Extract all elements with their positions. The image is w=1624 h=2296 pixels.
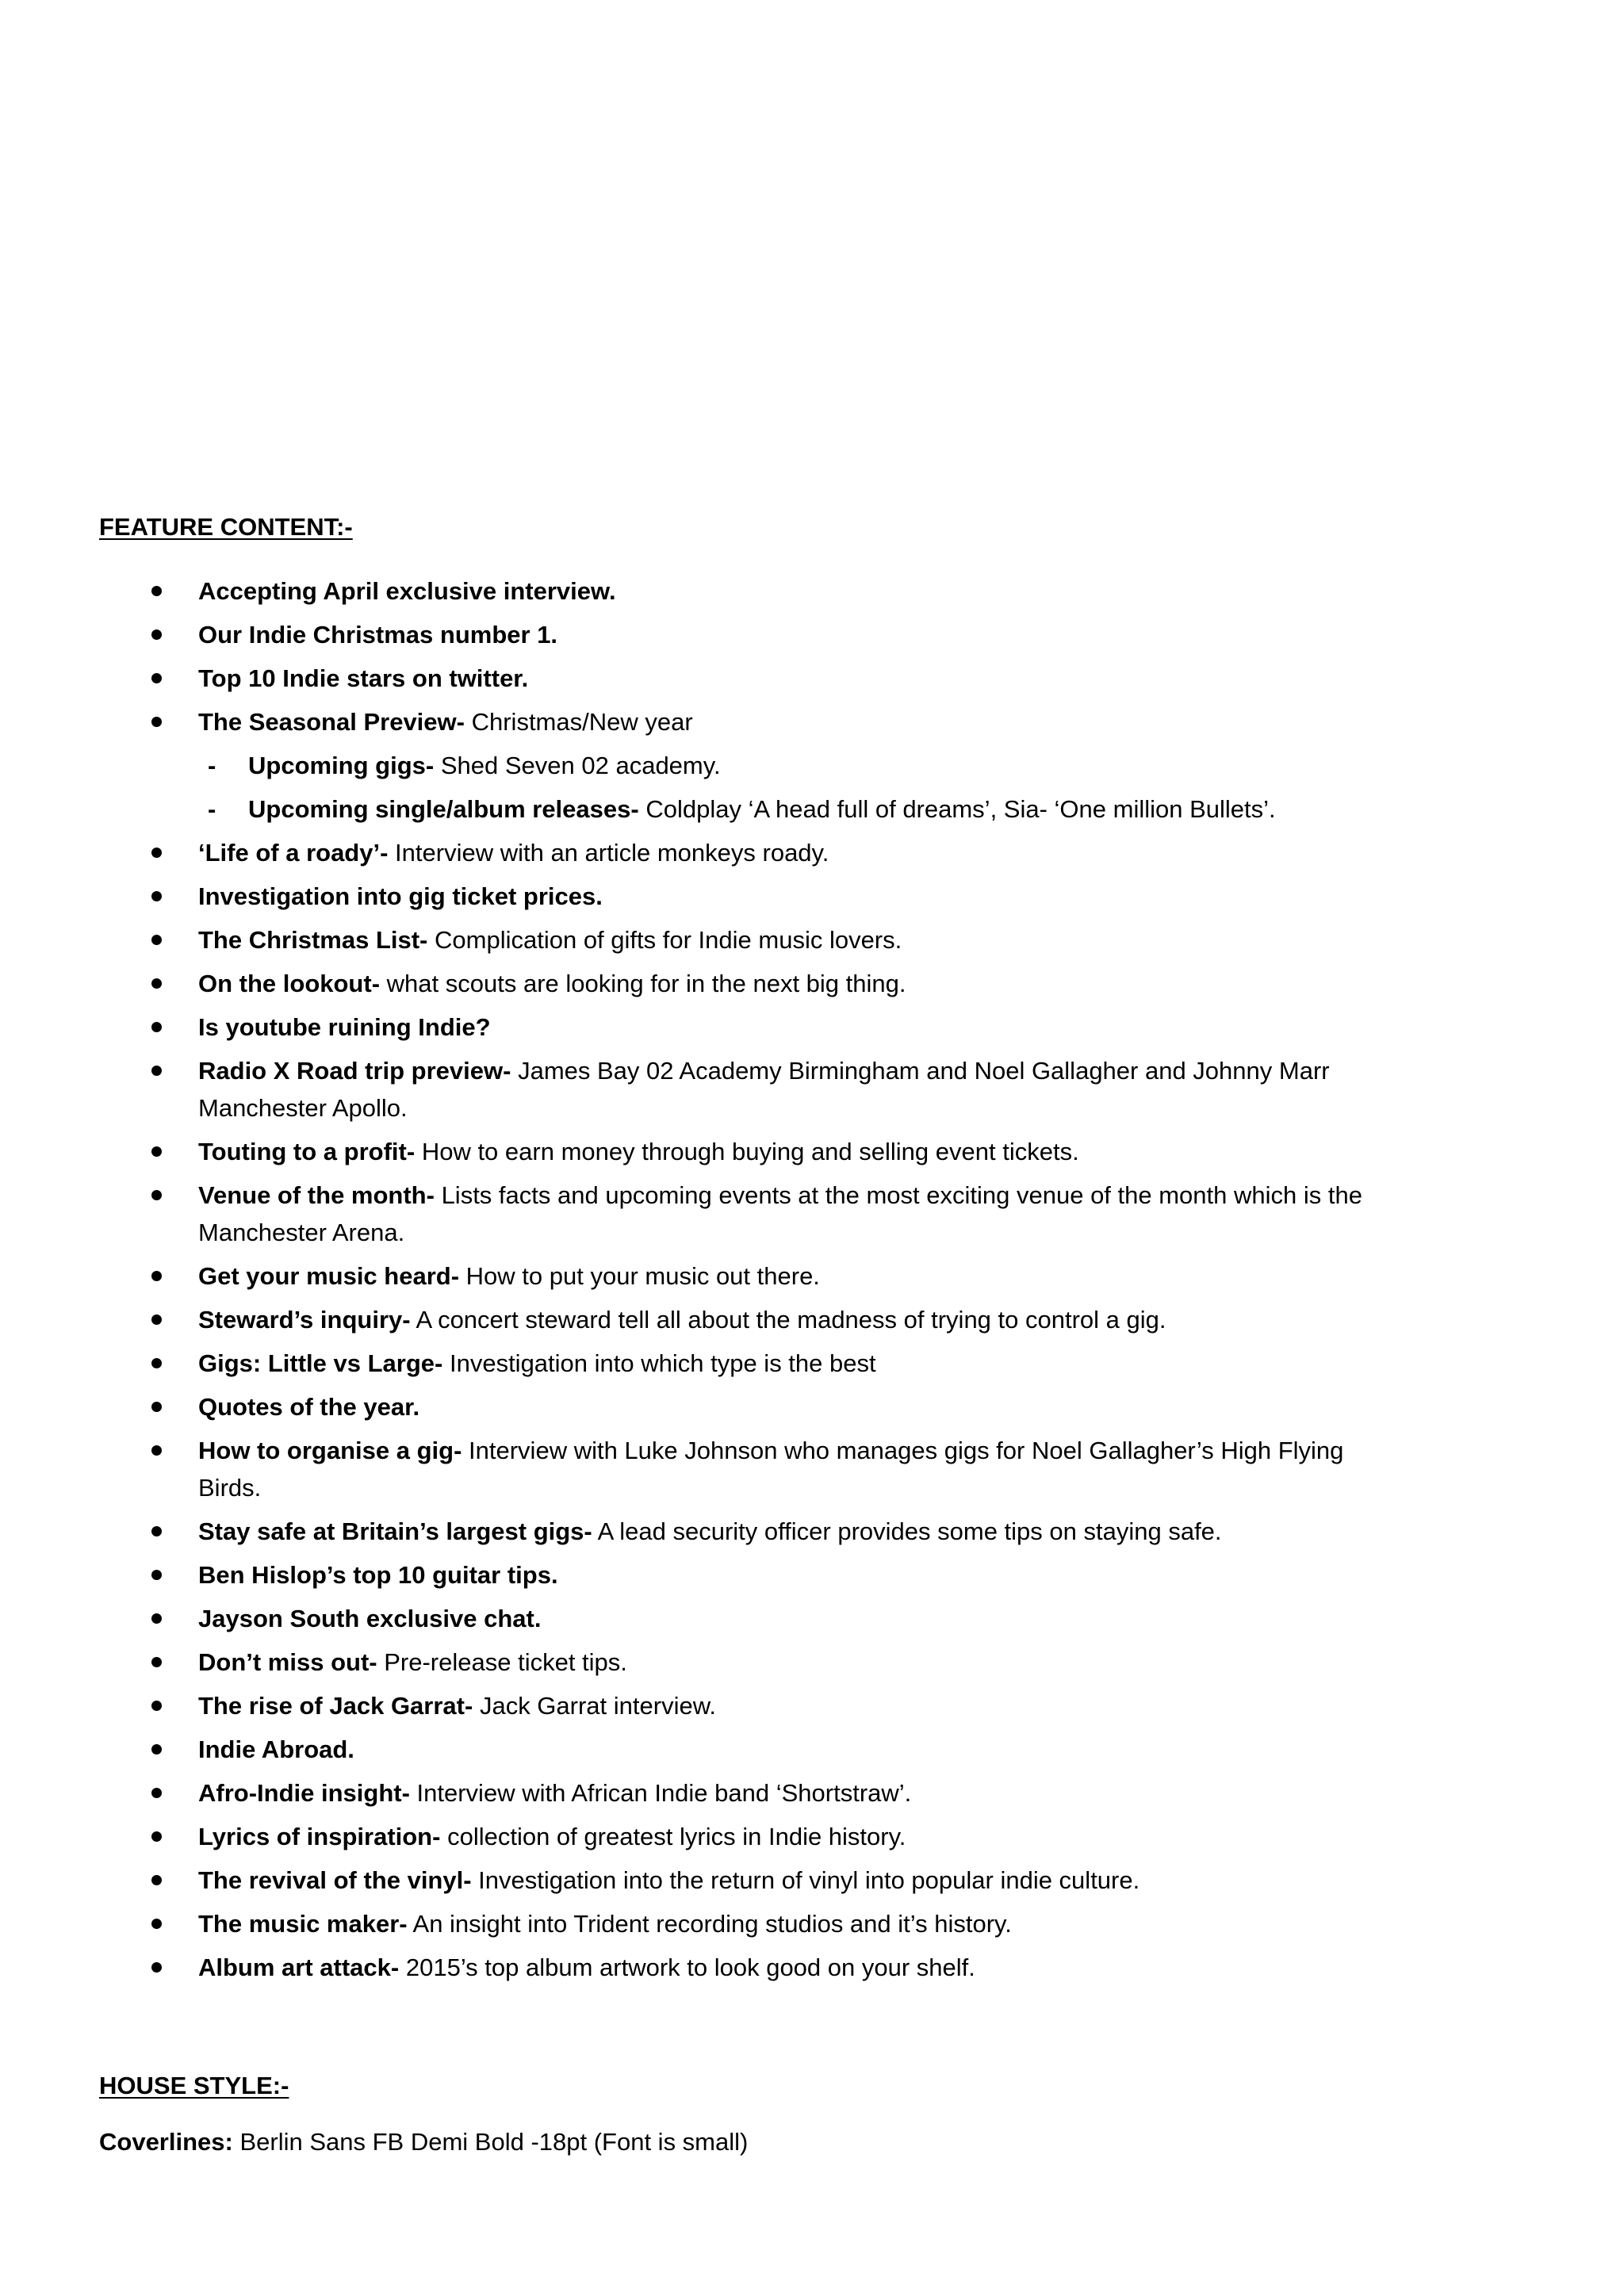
item-line-continued xyxy=(198,1214,1624,1251)
item-description-continued: Birds. xyxy=(198,1474,262,1502)
bullet-dot xyxy=(151,1402,162,1412)
item-line xyxy=(198,1388,1624,1425)
item-description: 2015’s top album artwork to look good on your shelf. xyxy=(405,1954,975,1981)
item-description: Complication of gifts for Indie music lovers. xyxy=(435,926,902,954)
item-title: Ben Hislop’s top 10 guitar tips. xyxy=(198,1561,558,1589)
feature-item xyxy=(0,921,1624,959)
feature-item xyxy=(0,1556,1624,1594)
bullet-dot xyxy=(151,1066,162,1076)
bullet-dot xyxy=(151,1788,162,1798)
item-line xyxy=(198,1432,1624,1469)
item-line xyxy=(198,703,1624,740)
item-description: Interview with African Indie band ‘Shortstraw’. xyxy=(416,1779,912,1807)
item-line xyxy=(198,1818,1624,1855)
item-line xyxy=(198,660,1624,697)
item-title: Is youtube ruining Indie? xyxy=(198,1013,491,1041)
item-description: A concert steward tell all about the madness of trying to control a gig. xyxy=(416,1306,1166,1334)
feature-item xyxy=(0,1687,1624,1724)
item-title: Jayson South exclusive chat. xyxy=(198,1605,542,1632)
feature-content-heading: FEATURE CONTENT:- xyxy=(99,513,353,541)
item-title: Radio X Road trip preview- xyxy=(198,1057,511,1085)
bullet-dot xyxy=(151,1570,162,1580)
item-title: Stay safe at Britain’s largest gigs- xyxy=(198,1517,592,1545)
feature-item xyxy=(0,1513,1624,1550)
item-description: Interview with an article monkeys roady. xyxy=(395,839,829,867)
feature-item xyxy=(0,1818,1624,1855)
item-title: Venue of the month- xyxy=(198,1181,435,1209)
dash-marker: - xyxy=(208,795,216,823)
item-description-continued: Manchester Arena. xyxy=(198,1219,405,1246)
item-line xyxy=(198,1600,1624,1637)
bullet-dot xyxy=(151,1831,162,1842)
item-description: An insight into Trident recording studios and it’s history. xyxy=(412,1910,1012,1938)
bullet-dot xyxy=(151,1875,162,1885)
item-line-continued xyxy=(198,1089,1624,1127)
feature-item xyxy=(0,834,1624,871)
item-title: Investigation into gig ticket prices. xyxy=(198,882,603,910)
bullet-dot xyxy=(151,1526,162,1536)
feature-item xyxy=(0,1301,1624,1338)
item-line xyxy=(198,1052,1624,1089)
bullet-dot xyxy=(151,1657,162,1667)
bullet-dot xyxy=(151,1146,162,1157)
item-description-continued: Manchester Apollo. xyxy=(198,1094,408,1122)
item-description: collection of greatest lyrics in Indie history. xyxy=(447,1823,906,1850)
item-line xyxy=(198,1687,1624,1724)
bullet-dot xyxy=(151,848,162,858)
bullet-dot xyxy=(151,673,162,683)
item-title: Our Indie Christmas number 1. xyxy=(198,621,558,649)
feature-item xyxy=(0,1052,1624,1127)
item-title: Accepting April exclusive interview. xyxy=(198,577,616,605)
item-title: Steward’s inquiry- xyxy=(198,1306,411,1334)
item-line xyxy=(198,1257,1624,1295)
item-line xyxy=(198,1008,1624,1046)
item-title: The revival of the vinyl- xyxy=(198,1866,472,1894)
item-description: Coldplay ‘A head full of dreams’, Sia- ‘One million Bullets’. xyxy=(645,795,1276,823)
feature-item xyxy=(0,878,1624,915)
item-description: A lead security officer provides some tips on staying safe. xyxy=(597,1517,1222,1545)
bullet-dot xyxy=(151,1613,162,1624)
item-line xyxy=(198,616,1624,653)
item-description: Pre-release ticket tips. xyxy=(384,1648,627,1676)
feature-item xyxy=(0,1345,1624,1382)
item-title: Upcoming gigs- xyxy=(248,752,435,779)
item-line xyxy=(198,1345,1624,1382)
item-title: The Seasonal Preview- xyxy=(198,708,465,736)
bullet-dot xyxy=(151,629,162,640)
item-title: Lyrics of inspiration- xyxy=(198,1823,441,1850)
item-title: Don’t miss out- xyxy=(198,1648,377,1676)
item-title: Upcoming single/album releases- xyxy=(248,795,639,823)
item-line xyxy=(198,1862,1624,1899)
item-line xyxy=(248,747,1624,784)
item-title: The Christmas List- xyxy=(198,926,428,954)
bullet-dot xyxy=(151,1314,162,1325)
item-title: The rise of Jack Garrat- xyxy=(198,1692,473,1720)
bullet-dot xyxy=(151,1962,162,1973)
item-line xyxy=(198,1731,1624,1768)
item-line xyxy=(198,1133,1624,1170)
item-line xyxy=(198,1177,1624,1214)
sub-list xyxy=(198,747,1624,828)
feature-item xyxy=(0,965,1624,1002)
feature-item xyxy=(0,1600,1624,1637)
item-line xyxy=(198,1644,1624,1681)
sub-item xyxy=(198,747,1624,784)
item-description: Lists facts and upcoming events at the most exciting venue of the month which is the xyxy=(441,1181,1362,1209)
item-line xyxy=(198,572,1624,610)
bullet-dot xyxy=(151,1744,162,1755)
feature-item xyxy=(0,616,1624,653)
bullet-dot xyxy=(151,1271,162,1281)
item-title: ‘Life of a roady’- xyxy=(198,839,389,867)
bullet-dot xyxy=(151,1190,162,1200)
item-title: On the lookout- xyxy=(198,970,381,997)
item-line xyxy=(198,921,1624,959)
bullet-dot xyxy=(151,935,162,945)
house-style-heading: HOUSE STYLE:- xyxy=(99,2072,289,2099)
item-description: Investigation into the return of vinyl into popular indie culture. xyxy=(478,1866,1140,1894)
feature-item xyxy=(0,572,1624,610)
item-title: Quotes of the year. xyxy=(198,1393,420,1421)
item-description: what scouts are looking for in the next big thing. xyxy=(386,970,906,997)
item-line xyxy=(198,965,1624,1002)
item-description: How to put your music out there. xyxy=(465,1262,820,1290)
bullet-dot xyxy=(151,1358,162,1368)
item-line xyxy=(198,1556,1624,1594)
bullet-dot xyxy=(151,1445,162,1456)
item-line xyxy=(248,790,1624,828)
bullet-dot xyxy=(151,891,162,901)
bullet-dot xyxy=(151,717,162,727)
item-title: Indie Abroad. xyxy=(198,1735,354,1763)
feature-item xyxy=(0,1862,1624,1899)
item-line xyxy=(198,1949,1624,1986)
bullet-dot xyxy=(151,1022,162,1032)
item-title: Get your music heard- xyxy=(198,1262,460,1290)
feature-item xyxy=(0,1949,1624,1986)
bullet-dot xyxy=(151,586,162,596)
item-title: Touting to a profit- xyxy=(198,1138,416,1165)
feature-item xyxy=(0,1257,1624,1295)
feature-item xyxy=(0,1133,1624,1170)
item-title: Gigs: Little vs Large- xyxy=(198,1349,443,1377)
item-description: Christmas/New year xyxy=(471,708,693,736)
feature-item xyxy=(0,1388,1624,1425)
feature-item xyxy=(0,1644,1624,1681)
bullet-dot xyxy=(151,978,162,989)
feature-item xyxy=(0,1177,1624,1251)
feature-item xyxy=(0,1774,1624,1812)
feature-item xyxy=(0,703,1624,828)
feature-item xyxy=(0,1905,1624,1942)
coverlines-line xyxy=(99,2123,748,2160)
item-description: How to earn money through buying and selling event tickets. xyxy=(421,1138,1079,1165)
item-description: Investigation into which type is the best xyxy=(449,1349,876,1377)
feature-item xyxy=(0,1432,1624,1506)
dash-marker: - xyxy=(208,752,216,779)
item-title: How to organise a gig- xyxy=(198,1437,462,1464)
feature-item xyxy=(0,660,1624,697)
item-line xyxy=(198,834,1624,871)
item-line xyxy=(198,1513,1624,1550)
bullet-dot xyxy=(151,1919,162,1929)
coverlines-label: Coverlines: xyxy=(99,2128,233,2156)
item-description: Shed Seven 02 academy. xyxy=(440,752,721,779)
sub-item xyxy=(198,790,1624,828)
item-description: Jack Garrat interview. xyxy=(479,1692,716,1720)
item-title: Afro-Indie insight- xyxy=(198,1779,410,1807)
item-description: Interview with Luke Johnson who manages gigs for Noel Gallagher’s High Flying xyxy=(469,1437,1344,1464)
item-description: James Bay 02 Academy Birmingham and Noel Gallagher and Johnny Marr xyxy=(518,1057,1330,1085)
item-line xyxy=(198,878,1624,915)
item-title: Top 10 Indie stars on twitter. xyxy=(198,664,529,692)
item-title: Album art attack- xyxy=(198,1954,400,1981)
item-line xyxy=(198,1905,1624,1942)
item-line-continued xyxy=(198,1469,1624,1506)
feature-item xyxy=(0,1008,1624,1046)
item-line xyxy=(198,1774,1624,1812)
coverlines-value: Berlin Sans FB Demi Bold -18pt (Font is small) xyxy=(239,2128,749,2156)
feature-item xyxy=(0,1731,1624,1768)
bullet-dot xyxy=(151,1701,162,1711)
feature-list xyxy=(0,572,1624,1992)
item-line xyxy=(198,1301,1624,1338)
item-title: The music maker- xyxy=(198,1910,408,1938)
